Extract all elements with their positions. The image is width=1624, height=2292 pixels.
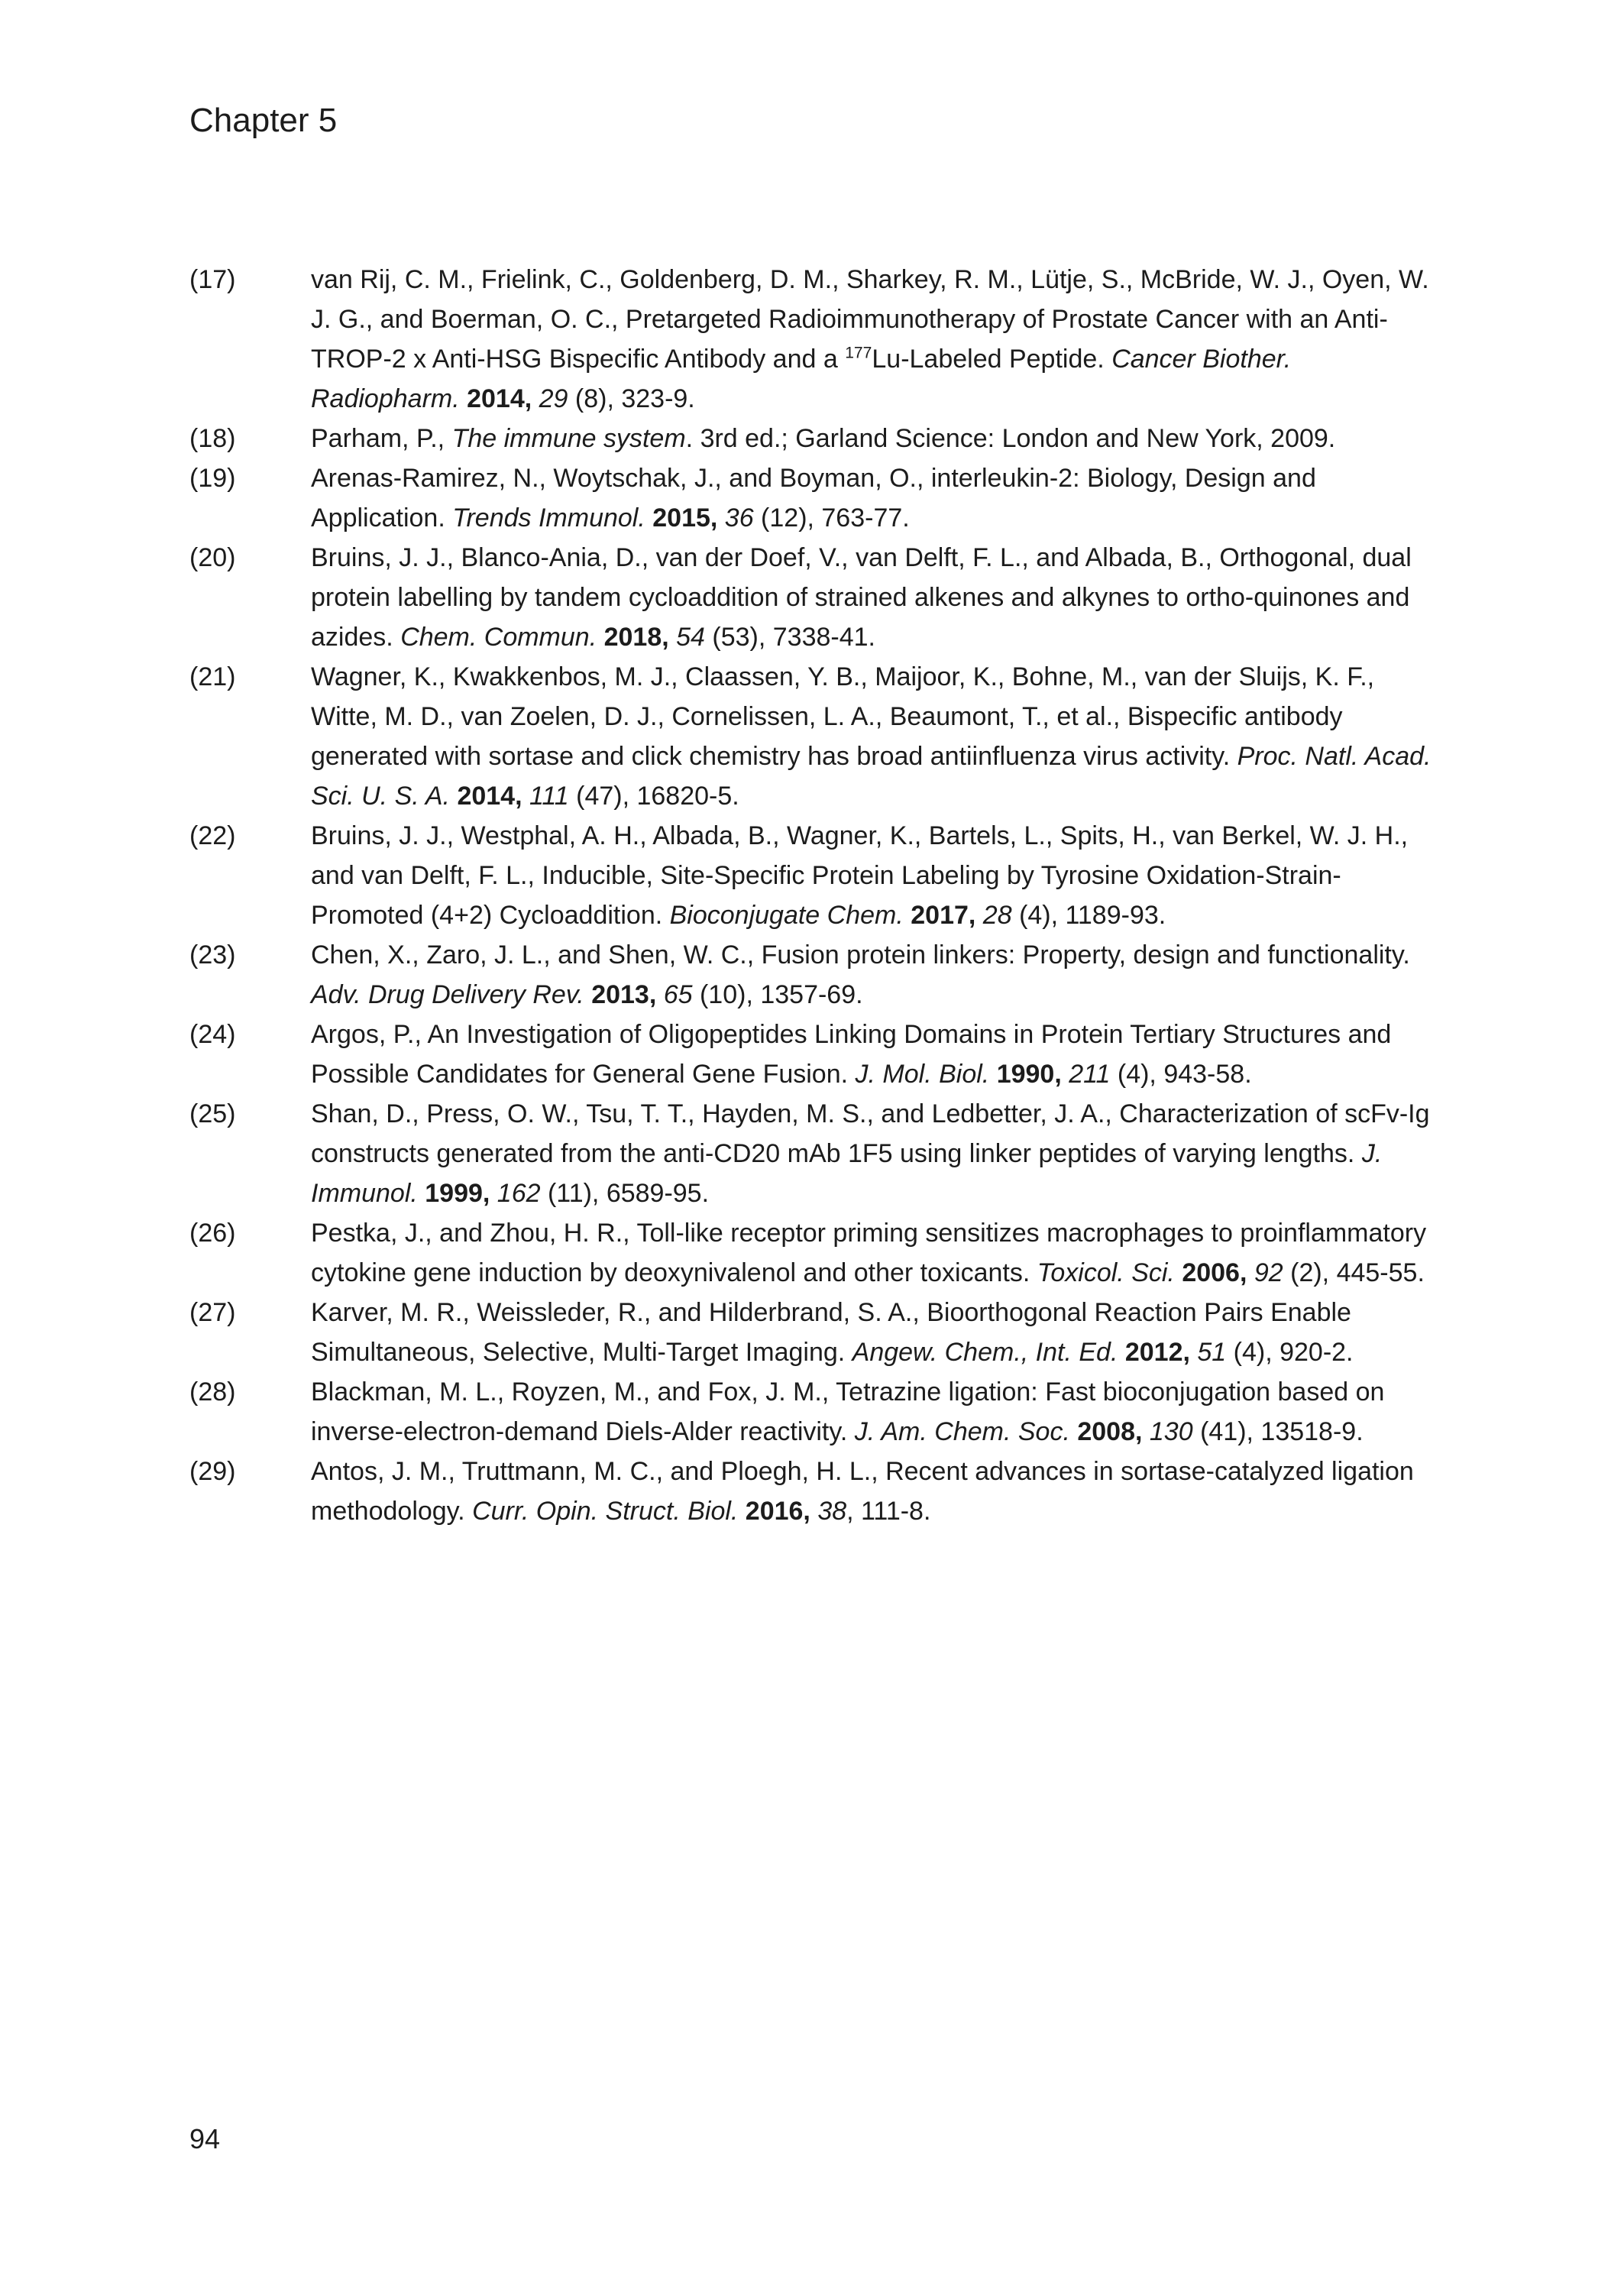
text-run: 162 — [497, 1179, 548, 1208]
text-run: Proc. Natl. Acad. Sci. U. S. A. — [311, 742, 1432, 811]
text-run: 92 — [1254, 1258, 1291, 1287]
reference-item — [189, 1094, 1436, 1213]
text-run: 2008, — [1077, 1417, 1150, 1446]
reference-text — [311, 424, 1335, 453]
reference-text — [311, 1298, 1354, 1367]
text-run: , 111-8. — [846, 1497, 931, 1526]
reference-number: (19) — [189, 464, 236, 493]
text-run: Bruins, J. J., Westphal, A. H., Albada, B., Wagner, K., Bartels, L., Spits, H., van Berkel, W. J. H., and van Delft, F. L., Inducible, Site-Specific Protein Labeling by Tyrosine Oxidation-Strain-Promoted (4+2) Cycloaddition. — [311, 821, 1409, 930]
text-run: Trends Immunol. — [452, 503, 653, 533]
text-run: . 3rd ed.; Garland Science: London and New York, 2009. — [685, 424, 1336, 453]
text-run: Arenas-Ramirez, N., Woytschak, J., and Boyman, O., interleukin-2: Biology, Design and Application. — [311, 464, 1316, 533]
text-run: 130 — [1149, 1417, 1201, 1446]
reference-number: (25) — [189, 1099, 236, 1128]
reference-text — [311, 1377, 1384, 1446]
text-run: Lu-Labeled Peptide. — [872, 345, 1112, 374]
reference-number: (23) — [189, 940, 236, 970]
text-run: Shan, D., Press, O. W., Tsu, T. T., Hayden, M. S., and Ledbetter, J. A., Characterization of scFv-Ig constructs generated from the anti-CD20 mAb 1F5 using linker peptides of varying lengths. — [311, 1099, 1430, 1168]
text-run: 2013, — [591, 980, 664, 1009]
reference-number: (27) — [189, 1298, 236, 1327]
reference-number: (22) — [189, 821, 236, 850]
text-run: Chen, X., Zaro, J. L., and Shen, W. C., Fusion protein linkers: Property, design and functionality. — [311, 940, 1410, 970]
text-run: Adv. Drug Delivery Rev. — [311, 980, 592, 1009]
reference-item — [189, 419, 1436, 458]
text-run: The immune system — [451, 424, 686, 453]
text-run: (11), 6589-95. — [547, 1179, 710, 1208]
text-run: Antos, J. M., Truttmann, M. C., and Ploegh, H. L., Recent advances in sortase-catalyzed ligation methodology. — [311, 1457, 1414, 1526]
text-run: Argos, P., An Investigation of Oligopeptides Linking Domains in Protein Tertiary Structures and Possible Candidates for General Gene Fusion. — [311, 1020, 1392, 1089]
text-run: 2015, — [652, 503, 725, 533]
reference-text — [311, 1457, 1414, 1526]
text-run: 1990, — [996, 1060, 1069, 1089]
text-run: (53), 7338-41. — [712, 623, 875, 652]
reference-number: (26) — [189, 1219, 236, 1248]
text-run: 51 — [1197, 1338, 1234, 1367]
text-run: 2006, — [1182, 1258, 1254, 1287]
reference-item — [189, 935, 1436, 1015]
text-run: 54 — [676, 623, 713, 652]
reference-text — [311, 821, 1408, 930]
text-run: (4), 1189-93. — [1019, 901, 1166, 930]
text-run: (12), 763-77. — [761, 503, 910, 533]
text-run: (41), 13518-9. — [1200, 1417, 1364, 1446]
superscript-run: 177 — [845, 344, 872, 362]
text-run: Karver, M. R., Weissleder, R., and Hilderbrand, S. A., Bioorthogonal Reaction Pairs Enable Simultaneous, Selective, Multi-Target Imaging. — [311, 1298, 1351, 1367]
text-run: (2), 445-55. — [1290, 1258, 1425, 1287]
reference-text — [311, 940, 1410, 1009]
reference-item — [189, 657, 1436, 816]
text-run: 29 — [539, 384, 575, 413]
text-run: Cancer Biother. Radiopharm. — [311, 345, 1292, 413]
page-number: 94 — [189, 2123, 221, 2154]
reference-item — [189, 1015, 1436, 1094]
text-run: 1999, — [425, 1179, 497, 1208]
text-run: 38 — [817, 1497, 847, 1526]
text-run: (4), 920-2. — [1233, 1338, 1354, 1367]
text-run: Toxicol. Sci. — [1037, 1258, 1182, 1287]
reference-number: (18) — [189, 424, 236, 453]
text-run: 65 — [663, 980, 700, 1009]
chapter-header: Chapter 5 — [189, 102, 338, 139]
text-run: Curr. Opin. Struct. Biol. — [472, 1497, 746, 1526]
text-run: 211 — [1069, 1060, 1118, 1089]
reference-item — [189, 1213, 1436, 1293]
text-run: 2018, — [603, 623, 677, 652]
text-run: 111 — [529, 782, 577, 811]
text-run: (4), 943-58. — [1117, 1060, 1252, 1089]
reference-text — [311, 1099, 1430, 1208]
text-run: van Rij, C. M., Frielink, C., Goldenberg, D. M., Sharkey, R. M., Lütje, S., McBride, W. J., Oyen, W. J. G., and Boerman, O. C., Pretargeted Radioimmunotherapy of Prostate Cancer with an Anti-TROP-2 x Anti-HSG Bispecific Antibody and a — [311, 265, 1429, 374]
text-run: 28 — [982, 901, 1020, 930]
text-run: Parham, P., — [311, 424, 452, 453]
reference-item — [189, 1372, 1436, 1452]
text-run: Bruins, J. J., Blanco-Ania, D., van der Doef, V., van Delft, F. L., and Albada, B., Orthogonal, dual protein labelling by tandem cycloaddition of strained alkenes and alkynes to ortho-quinones and azides. — [311, 543, 1412, 652]
text-run: J. Immunol. — [311, 1139, 1383, 1208]
text-run: J. Am. Chem. Soc. — [854, 1417, 1078, 1446]
text-run: 2014, — [457, 782, 529, 811]
text-run: Pestka, J., and Zhou, H. R., Toll-like receptor priming sensitizes macrophages to proinflammatory cytokine gene induction by deoxynivalenol and other toxicants. — [311, 1219, 1427, 1287]
reference-number: (29) — [189, 1457, 236, 1486]
text-run: (8), 323-9. — [574, 384, 695, 413]
text-run: 36 — [724, 503, 762, 533]
text-run: (10), 1357-69. — [699, 980, 863, 1009]
reference-text — [311, 1020, 1391, 1089]
reference-text — [311, 265, 1429, 413]
reference-item — [189, 1293, 1436, 1372]
reference-number: (20) — [189, 543, 236, 572]
reference-number: (21) — [189, 662, 236, 691]
reference-item — [189, 458, 1436, 538]
reference-text — [311, 662, 1431, 811]
text-run: Bioconjugate Chem. — [669, 901, 911, 930]
text-run: (47), 16820-5. — [576, 782, 739, 811]
reference-item — [189, 538, 1436, 657]
reference-text — [311, 464, 1316, 533]
reference-text — [311, 543, 1412, 652]
text-run: Angew. Chem., Int. Ed. — [852, 1338, 1125, 1367]
text-run: Wagner, K., Kwakkenbos, M. J., Claassen, Y. B., Maijoor, K., Bohne, M., van der Sluijs, K. F., Witte, M. D., van Zoelen, D. J., Cornelissen, L. A., Beaumont, T., et al., Bispecific antibody generated with sortase and click chemistry has broad antiinfluenza virus activity. — [311, 662, 1375, 771]
text-run: 2016, — [745, 1497, 818, 1526]
text-run: 2017, — [911, 901, 983, 930]
reference-number: (24) — [189, 1020, 236, 1049]
text-run: 2012, — [1124, 1338, 1198, 1367]
reference-number: (28) — [189, 1377, 236, 1407]
text-run: 2014, — [467, 384, 539, 413]
reference-item — [189, 816, 1436, 935]
reference-item — [189, 260, 1436, 419]
text-run: J. Mol. Biol. — [855, 1060, 997, 1089]
reference-text — [311, 1219, 1426, 1287]
text-run: Chem. Commun. — [400, 623, 604, 652]
reference-item — [189, 1452, 1436, 1531]
text-run: Blackman, M. L., Royzen, M., and Fox, J. M., Tetrazine ligation: Fast bioconjugation based on inverse-electron-demand Diels-Alder reactivity. — [311, 1377, 1385, 1446]
reference-number: (17) — [189, 265, 236, 294]
reference-list — [189, 260, 1436, 1531]
